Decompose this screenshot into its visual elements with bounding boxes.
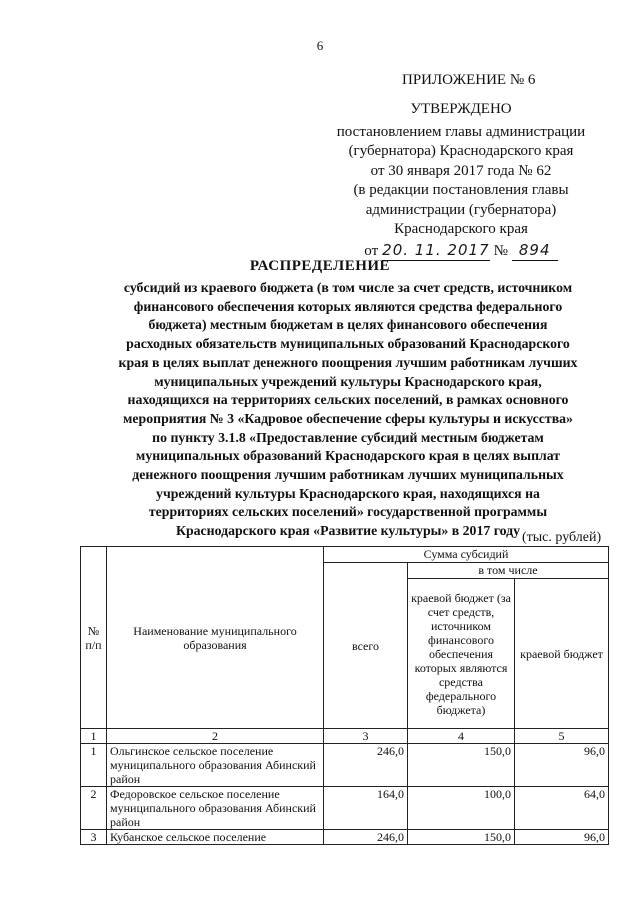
col-number: 2 — [107, 729, 324, 744]
col-number: 5 — [515, 729, 609, 744]
approval-line: администрации (губернатора) — [365, 201, 557, 218]
subtitle-line: учреждений культуры Краснодарского края, находящихся на — [156, 485, 540, 501]
subtitle-line: мероприятия № 3 «Кадровое обеспечение сферы культуры и искусства» — [123, 410, 573, 426]
subtitle-line: Краснодарского края «Развитие культуры» в 2017 году — [175, 523, 520, 539]
document-title: РАСПРЕДЕЛЕНИЕ — [249, 258, 391, 274]
subtitle-line: муниципальных образований Краснодарского края в целях выплат — [135, 448, 561, 464]
row-total: 246,0 — [324, 830, 408, 845]
page-number: 6 — [316, 38, 324, 53]
subtitle-line: муниципальных учреждений культуры Краснодарского края, — [154, 373, 542, 389]
table-row — [81, 787, 609, 830]
subtitle-line: денежного поощрения лучшим работникам лучших муниципальных — [132, 467, 564, 483]
approval-line: постановлением главы администрации — [336, 123, 586, 140]
row-regional: 96,0 — [515, 744, 609, 787]
header-regional-federal: краевой бюджет (за счет средств, источником финансового обеспечения которых являются средства федерального бюджета) — [408, 579, 515, 729]
approval-line: (губернатора) Краснодарского края — [348, 143, 574, 159]
subtitle-line: по пункту 3.1.8 «Предоставление субсидий местным бюджетам — [152, 429, 544, 445]
row-name: Ольгинское сельское поселение муниципального образования Абинский район — [107, 744, 324, 787]
header-name: Наименование муниципального образования — [107, 547, 324, 729]
row-name: Федоровское сельское поселение муниципального образования Абинский район — [107, 787, 324, 830]
row-federal: 100,0 — [408, 787, 515, 830]
row-regional: 96,0 — [515, 830, 609, 845]
header-regional: краевой бюджет — [515, 579, 609, 729]
row-num: 3 — [81, 830, 107, 845]
handwritten-date: 20. 11. 2017 — [382, 241, 490, 262]
row-total: 164,0 — [324, 787, 408, 830]
units-label: (тыс. рублей) — [522, 530, 602, 545]
subtitle-line: бюджета) местным бюджетам в целях финансового обеспечения — [148, 317, 548, 333]
col-number: 4 — [408, 729, 515, 744]
header-sum: Сумма субсидий — [324, 547, 609, 563]
subtitle-line: находящихся на территориях сельских поселений, в рамках основного — [127, 392, 569, 408]
approval-line: Краснодарского края — [394, 221, 528, 237]
subtitle-line: территориях сельских поселений» государственной программы — [148, 504, 548, 520]
table-row — [81, 830, 609, 845]
approval-line: от 30 января 2017 года № 62 — [370, 162, 552, 179]
table-row — [81, 744, 609, 787]
header-total: всего — [324, 563, 408, 729]
subtitle-line: края в целях выплат денежного поощрения лучшим работникам лучших — [118, 354, 578, 370]
col-number: 1 — [81, 729, 107, 744]
handwritten-number: 894 — [512, 241, 558, 262]
row-federal: 150,0 — [408, 830, 515, 845]
subtitle-line: субсидий из краевого бюджета (в том числе за счет средств, источником — [123, 280, 573, 295]
approval-block — [320, 100, 602, 261]
subtitle-line: финансового обеспечения которых являются средства федерального — [133, 298, 563, 314]
number-prefix: № — [493, 242, 508, 259]
approval-line: (в редакции постановления главы — [353, 182, 569, 198]
header-num: № п/п — [81, 547, 107, 729]
appendix-label: ПРИЛОЖЕНИЕ № 6 — [402, 72, 536, 88]
approval-heading: УТВЕРЖДЕНО — [410, 101, 512, 117]
row-federal: 150,0 — [408, 744, 515, 787]
header-including: в том числе — [408, 563, 609, 579]
row-name: Кубанское сельское поселение — [107, 830, 324, 845]
col-number: 3 — [324, 729, 408, 744]
row-num: 1 — [81, 744, 107, 787]
document-subtitle — [88, 279, 608, 541]
subsidy-table — [80, 546, 609, 845]
from-prefix: от — [364, 242, 379, 259]
row-total: 246,0 — [324, 744, 408, 787]
row-num: 2 — [81, 787, 107, 830]
row-regional: 64,0 — [515, 787, 609, 830]
subtitle-line: расходных обязательств муниципальных образований Краснодарского — [126, 336, 570, 352]
